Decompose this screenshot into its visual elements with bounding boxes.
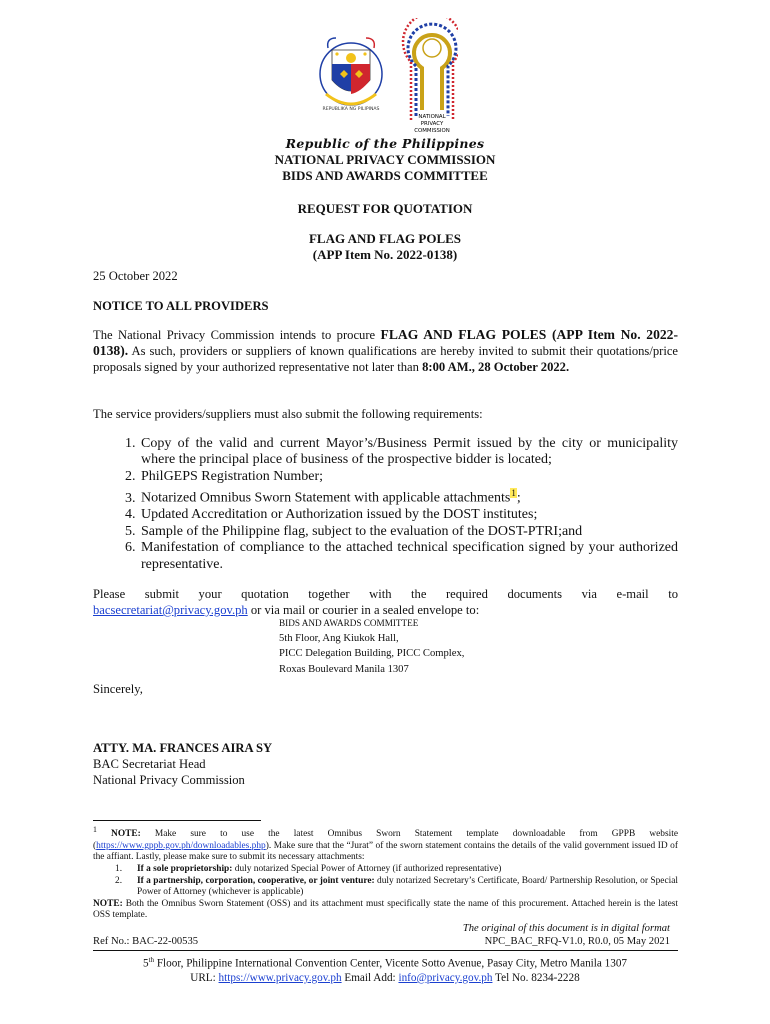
bac-email-link[interactable]: bacsecretariat@privacy.gov.ph [93, 603, 248, 617]
footnote-label-2: NOTE: [93, 898, 123, 909]
npc-logo-text-2: PRIVACY [420, 121, 444, 127]
footer-url-label: URL: [190, 971, 219, 984]
intro-text-2: As such, providers or suppliers of known qualifications are hereby invited to submit their quotations/price proposals signed by your authorized representative not later than [93, 344, 678, 374]
footnote-reference[interactable]: 1 [511, 488, 516, 499]
requirement-suffix: ; [516, 490, 521, 506]
requirement-text: Manifestation of compliance to the attached technical specification signed by your authorized representative. [141, 540, 678, 572]
npc-logo-text-1: NATIONAL [418, 114, 446, 120]
npc-logo-icon [403, 18, 458, 134]
agency-name: NATIONAL PRIVACY COMMISSION [274, 152, 496, 167]
footer-address [0, 953, 770, 971]
intro-bold-1: FLAG AND FLAG POLES (APP Item No. 2022-0138). [93, 327, 678, 358]
project-name: FLAG AND FLAG POLES [308, 231, 462, 246]
address-line: BIDS AND AWARDS COMMITTEE [279, 618, 419, 628]
footnote-subitem [93, 876, 678, 899]
intro-deadline: 8:00 AM., 28 October 2022. [422, 360, 570, 374]
subitem-text: duly notarized Secretary’s Certificate, Board/ Partnership Resolution, or Special Power of Attorney (whichever is applicable) [137, 875, 679, 898]
footnote-label: NOTE: [111, 829, 141, 840]
address-line: 5th Floor, Ang Kiukok Hall, [279, 633, 399, 645]
address-line: Roxas Boulevard Manila 1307 [279, 663, 409, 675]
document-version: NPC_BAC_RFQ-V1.0, R0.0, 05 May 2021 [484, 936, 670, 947]
philippine-seal-icon [320, 38, 382, 112]
signer-name: ATTY. MA. FRANCES AIRA SY [93, 741, 273, 755]
subitem-bold: If a sole proprietorship: [137, 863, 233, 874]
notice-heading: NOTICE TO ALL PROVIDERS [93, 299, 269, 313]
list-item [139, 469, 678, 485]
website-link[interactable]: https://www.privacy.gov.ph [218, 971, 342, 984]
mailing-address [279, 616, 464, 677]
requirement-text: Sample of the Philippine flag, subject to the evaluation of the DOST-PTRI;and [141, 523, 583, 539]
seal-text: REPUBLIKA NG PILIPINAS [322, 107, 380, 112]
requirement-text: PhilGEPS Registration Number; [141, 468, 323, 484]
requirements-intro: The service providers/suppliers must also submit the following requirements: [93, 407, 483, 421]
footnote-text-2: ). Make sure that the “Jurat” of the sworn statement contains the details of the valid government issued ID of the affiant. Lastly, please make sure to submit its necessary attachments: [93, 840, 678, 863]
submission-line-1: Please submit your quotation together with the required documents via e-mail to [93, 587, 678, 601]
page-footer [0, 953, 770, 985]
subitem-number: 1. [115, 863, 123, 874]
footnote [93, 824, 678, 922]
gppb-link[interactable]: https://www.gppb.gov.ph/downloadables.php [96, 840, 266, 851]
document-version-block [463, 922, 670, 948]
footer-tel: Tel No. 8234-2228 [492, 971, 580, 984]
list-item [139, 436, 678, 469]
list-item [139, 507, 678, 523]
footer-floor: 5 [142, 957, 149, 970]
signature-block [93, 740, 678, 788]
submission-text: or via mail or courier in a sealed envelope to: [247, 603, 480, 617]
address-line: PICC Delegation Building, PICC Complex, [279, 648, 465, 660]
footnote-note [93, 824, 678, 864]
republic-heading: Republic of the Philippines [285, 136, 485, 151]
document-title: REQUEST FOR QUOTATION [297, 201, 473, 216]
subitem-number: 2. [115, 875, 123, 886]
footer-divider [93, 950, 678, 951]
signer-org: National Privacy Commission [93, 773, 245, 787]
npc-logo-text-3: COMMISSION [414, 128, 450, 134]
info-email-link[interactable]: info@privacy.gov.ph [398, 971, 493, 984]
subitem-text: duly notarized Special Power of Attorney (if authorized representative) [232, 863, 502, 874]
list-item [139, 524, 678, 540]
footnote-divider [93, 820, 261, 821]
committee-name: BIDS AND AWARDS COMMITTEE [282, 168, 488, 183]
intro-text-1: The National Privacy Commission intends to procure [93, 328, 381, 342]
reference-number: Ref No.: BAC-22-00535 [93, 936, 199, 947]
footnote-note-2 [93, 899, 678, 922]
project-heading [0, 231, 770, 263]
subitem-bold: If a partnership, corporation, cooperative, or joint venture: [137, 875, 375, 886]
header-logos [318, 18, 458, 136]
requirement-text: Copy of the valid and current Mayor’s/Business Permit issued by the city or municipality where the principal place of business of the prospective bidder is located; [141, 436, 678, 468]
agency-heading [0, 152, 770, 184]
intro-paragraph [93, 327, 678, 375]
footnote-text-3: Both the Omnibus Sworn Statement (OSS) and its attachment must specifically state the name of this procurement. Attached herein is the latest OSS template. [93, 898, 678, 921]
list-item [139, 540, 678, 573]
original-note: The original of this document is in digital format [462, 923, 670, 934]
signer-title: BAC Secretariat Head [93, 757, 206, 771]
footer-contacts [0, 971, 770, 985]
footer-email-label: Email Add: [341, 971, 399, 984]
requirement-text: Updated Accreditation or Authorization issued by the DOST institutes; [141, 507, 538, 523]
project-item-no: (APP Item No. 2022-0138) [312, 247, 458, 262]
document-date: 25 October 2022 [93, 269, 178, 283]
footer-address-text: Floor, Philippine International Convention Center, Vicente Sotto Avenue, Pasay City, Metro Manila 1307 [154, 957, 628, 970]
closing: Sincerely, [93, 682, 143, 696]
footnote-subitem [93, 864, 678, 876]
list-item [139, 485, 678, 507]
requirement-text: Notarized Omnibus Sworn Statement with applicable attachments [141, 490, 511, 506]
footnote-text-1: Make sure to use the latest Omnibus Sworn Statement template downloadable from GPPB website ( [93, 829, 678, 851]
requirements-list [93, 436, 678, 573]
footnote-marker: 1 [93, 825, 97, 834]
footer-floor-sup: th [148, 956, 155, 964]
